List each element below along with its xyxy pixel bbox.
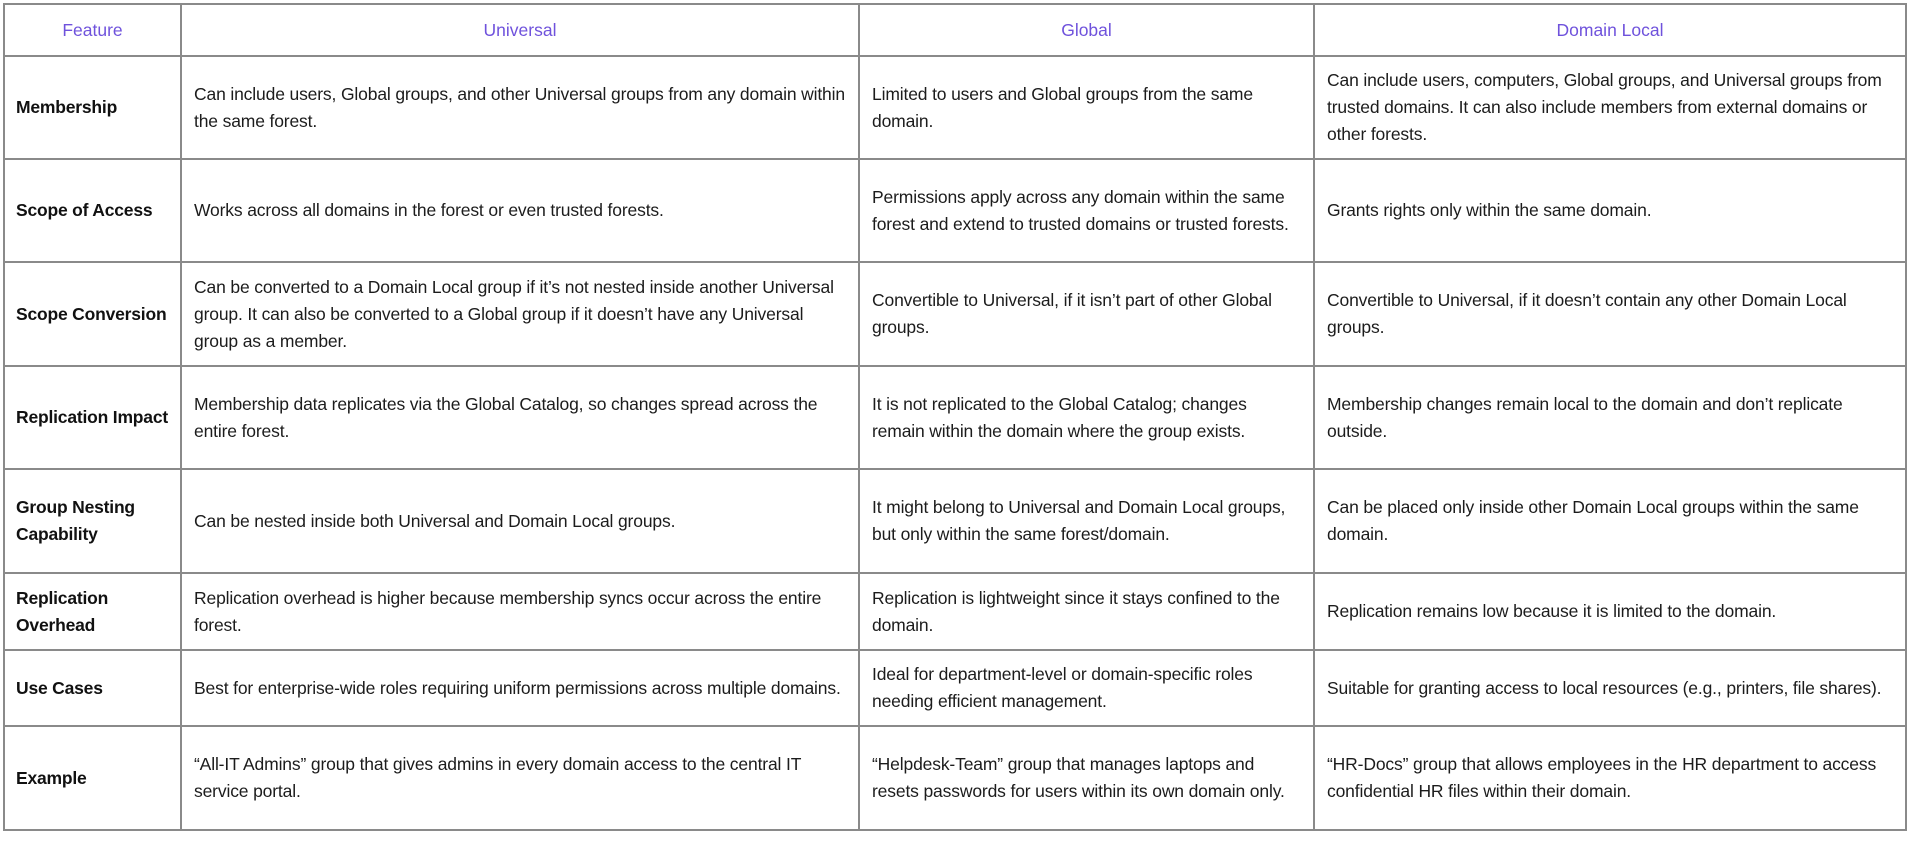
table-row-group-nesting-capability [4,469,1906,573]
universal-cell: Can include users, Global groups, and other Universal groups from any domain within the same forest. [181,56,859,159]
table-row-membership [4,56,1906,159]
universal-cell: Replication overhead is higher because membership syncs occur across the entire forest. [181,573,859,650]
domain-local-cell: Membership changes remain local to the domain and don’t replicate outside. [1314,366,1906,469]
feature-cell: Group Nesting Capability [4,469,181,573]
global-cell: Limited to users and Global groups from the same domain. [859,56,1314,159]
table-header-row [4,4,1906,56]
table-row-replication-overhead [4,573,1906,650]
domain-local-cell: Suitable for granting access to local resources (e.g., printers, file shares). [1314,650,1906,726]
domain-local-cell: Can include users, computers, Global groups, and Universal groups from trusted domains. It can also include members from external domains or other forests. [1314,56,1906,159]
table-row-use-cases [4,650,1906,726]
universal-cell: Best for enterprise-wide roles requiring uniform permissions across multiple domains. [181,650,859,726]
domain-local-cell: Convertible to Universal, if it doesn’t contain any other Domain Local groups. [1314,262,1906,366]
comparison-table-container [3,3,1905,831]
universal-cell: Can be nested inside both Universal and Domain Local groups. [181,469,859,573]
table-row-scope-of-access [4,159,1906,262]
domain-local-cell: “HR-Docs” group that allows employees in the HR department to access confidential HR files within their domain. [1314,726,1906,830]
header-global: Global [859,4,1314,56]
domain-local-cell: Can be placed only inside other Domain Local groups within the same domain. [1314,469,1906,573]
feature-cell: Scope of Access [4,159,181,262]
global-cell: Ideal for department-level or domain-specific roles needing efficient management. [859,650,1314,726]
feature-cell: Use Cases [4,650,181,726]
group-scope-comparison-table [3,3,1907,831]
header-universal: Universal [181,4,859,56]
domain-local-cell: Replication remains low because it is limited to the domain. [1314,573,1906,650]
universal-cell: Membership data replicates via the Global Catalog, so changes spread across the entire forest. [181,366,859,469]
feature-cell: Scope Conversion [4,262,181,366]
global-cell: Permissions apply across any domain within the same forest and extend to trusted domains or trusted forests. [859,159,1314,262]
header-feature: Feature [4,4,181,56]
universal-cell: Can be converted to a Domain Local group if it’s not nested inside another Universal group. It can also be converted to a Global group if it doesn’t have any Universal group as a member. [181,262,859,366]
table-row-example [4,726,1906,830]
universal-cell: “All-IT Admins” group that gives admins in every domain access to the central IT service portal. [181,726,859,830]
global-cell: It might belong to Universal and Domain Local groups, but only within the same forest/domain. [859,469,1314,573]
global-cell: It is not replicated to the Global Catalog; changes remain within the domain where the group exists. [859,366,1314,469]
header-domain-local: Domain Local [1314,4,1906,56]
feature-cell: Replication Overhead [4,573,181,650]
table-row-scope-conversion [4,262,1906,366]
feature-cell: Membership [4,56,181,159]
feature-cell: Replication Impact [4,366,181,469]
feature-cell: Example [4,726,181,830]
universal-cell: Works across all domains in the forest or even trusted forests. [181,159,859,262]
global-cell: Convertible to Universal, if it isn’t part of other Global groups. [859,262,1314,366]
table-row-replication-impact [4,366,1906,469]
domain-local-cell: Grants rights only within the same domain. [1314,159,1906,262]
global-cell: “Helpdesk-Team” group that manages laptops and resets passwords for users within its own domain only. [859,726,1314,830]
global-cell: Replication is lightweight since it stays confined to the domain. [859,573,1314,650]
